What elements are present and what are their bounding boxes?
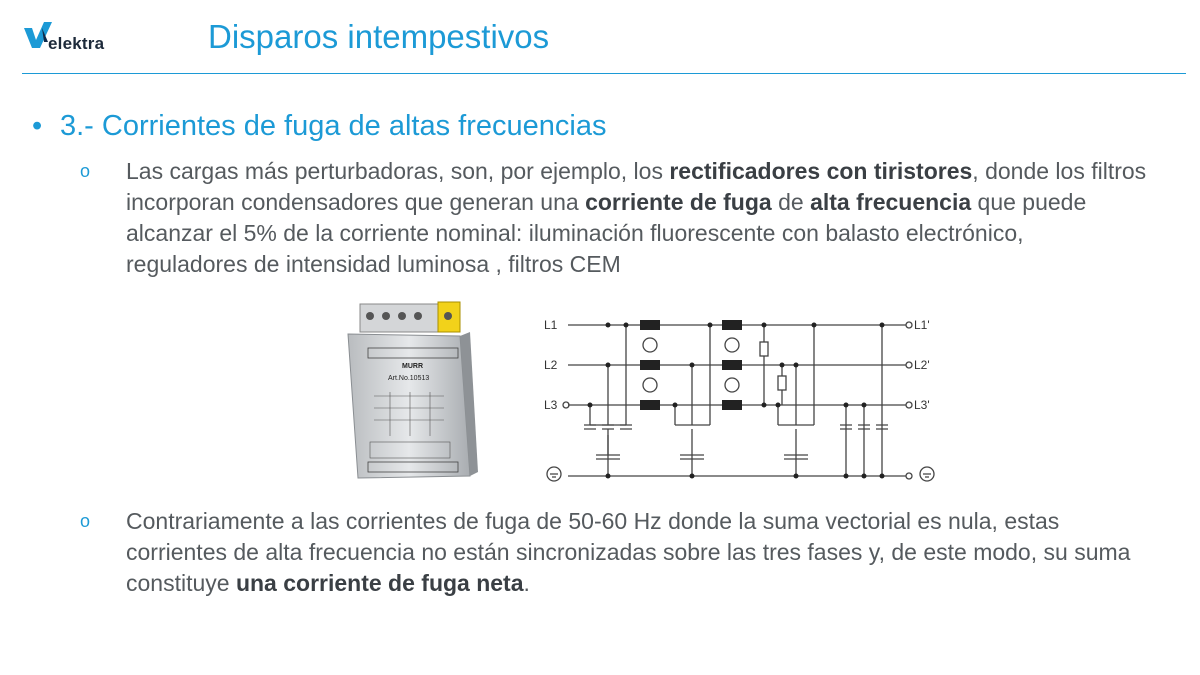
label-l2-out: L2': [914, 358, 930, 372]
bold-run: alta frecuencia: [810, 189, 972, 215]
sub-bullet-marker: o: [80, 511, 91, 531]
section-heading-text: 3.- Corrientes de fuga de altas frecuencias: [60, 110, 607, 142]
paragraph-text: [126, 506, 1150, 599]
bold-run: corriente de fuga: [585, 189, 772, 215]
label-l1: L1: [544, 318, 558, 332]
list-item: [80, 506, 1150, 599]
title-divider: [22, 73, 1186, 74]
paragraph-text: [126, 156, 1150, 280]
bold-run: rectificadores con tiristores: [669, 158, 973, 184]
section-heading: [32, 110, 606, 143]
text-run: , donde los filtros incorporan condensadores que generan una: [126, 158, 1147, 215]
label-l3: L3: [544, 398, 558, 412]
text-run: de: [771, 189, 811, 215]
text-run: Las cargas más perturbadoras, son, por ejemplo, los: [126, 158, 670, 184]
filter-circuit-diagram: [540, 310, 940, 490]
bold-run: una corriente de fuga neta: [235, 570, 524, 596]
bullet-marker: •: [32, 110, 43, 142]
text-run: Contrariamente a las corrientes de fuga de 50-60 Hz donde la suma vectorial es nula, estas corrientes de alta frecuencia no están sincronizadas sobre las tres fases y, de este modo, su suma constituye: [126, 508, 1131, 596]
text-run: que puede alcanzar el 5% de la corriente nominal: iluminación fluorescente con balasto electrónico, reguladores de intensidad luminosa , filtros CEM: [126, 189, 1087, 277]
label-l1-out: L1': [914, 318, 930, 332]
label-l3-out: L3': [914, 398, 930, 412]
device-brand: MURR: [402, 363, 423, 370]
device-article: Art.No.10513: [388, 375, 430, 382]
logo-text: elektra: [48, 34, 105, 53]
list-item: [80, 156, 1150, 280]
page-title: Disparos intempestivos: [208, 18, 550, 55]
sub-bullet-marker: o: [80, 161, 91, 181]
text-run: .: [523, 570, 530, 596]
emc-filter-image: [340, 296, 480, 486]
label-l2: L2: [544, 358, 558, 372]
